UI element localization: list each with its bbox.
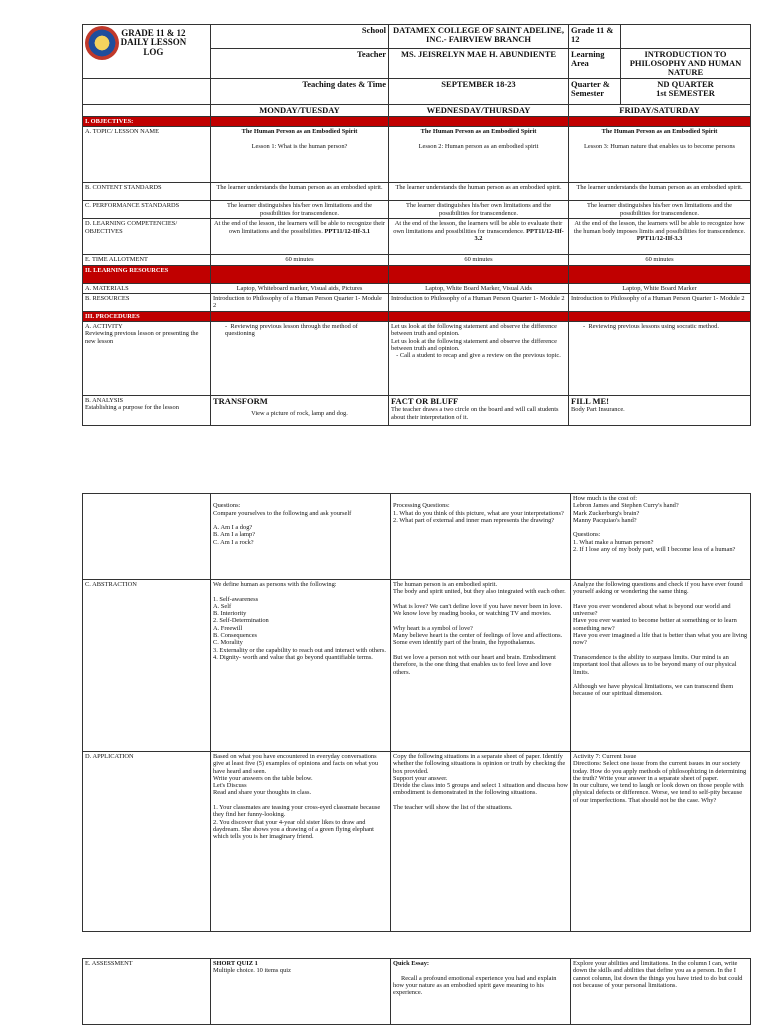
analysis-3: Body Part Insurance.	[571, 406, 625, 414]
activity-1: Reviewing previous lesson through the method of questioning	[225, 323, 358, 338]
materials-label: A. MATERIALS	[83, 283, 211, 293]
assessment-label: E. ASSESSMENT	[83, 959, 211, 1025]
procedures-heading: III. PROCEDURES	[83, 311, 211, 321]
questions-1-title: Questions:	[213, 502, 241, 510]
performance-text-1: The learner distinguishes his/her own limitations and the possibilities for transcendence.	[211, 201, 389, 219]
competency-1: At the end of the lesson, the learners will be able to recognize their own limitations and the possibilities.	[213, 220, 386, 235]
assessment-table	[82, 958, 751, 1025]
school-label: School	[211, 25, 389, 49]
topic-title-1: The Human Person as an Embodied Spirit	[241, 128, 358, 136]
lesson-log-page-3	[82, 958, 750, 1025]
content-text-1: The learner understands the human person as an embodied spirit.	[211, 183, 389, 201]
learning-resources-heading: II. LEARNING RESOURCES	[83, 265, 211, 283]
abstraction-3a: Analyze the following questions and check if you have ever found yourself asking or wondering the same thing.	[573, 581, 743, 596]
resources-3: Introduction to Philosophy of a Human Person Quarter 1- Module 2	[569, 293, 751, 311]
time-value-3: 60 minutes	[569, 255, 751, 265]
resources-1: Introduction to Philosophy of a Human Person Quarter 1- Module 2	[211, 293, 389, 311]
application-1b: 1. Your classmates are teasing your cross-eyed classmate because they find her funny-looking. 2. You discover that your 4-year old sister likes to draw and daydream. She shows you a drawing of a green flying elephant which tells you is her imaginary friend.	[213, 804, 381, 841]
topic-title-3: The Human Person as an Embodied Spirit	[601, 128, 718, 136]
abstraction-3c: Transcendence is the ability to surpass limits. Our mind is an important tool that allows us to be beyond many of our physical limits.	[573, 653, 737, 676]
assessment-2: Recall a profound emotional experience you had and explain how your nature as an embodied spirit gave meaning to his experience.	[393, 974, 557, 997]
content-label: B. CONTENT STANDARDS	[83, 183, 211, 201]
dates-label: Teaching dates & Time	[211, 79, 389, 105]
activity-label: A. ACTIVITY	[85, 323, 123, 331]
learning-area-label: Learning Area	[569, 49, 621, 79]
competency-code-1: PPT11/12-IIf-3.1	[324, 227, 371, 235]
assessment-2-title: Quick Essay:	[393, 960, 430, 967]
activity-2a: Let us look at the following statement and observe the difference between truth and opinion.	[391, 323, 557, 338]
learning-area-value: INTRODUCTION TO PHILOSOPHY AND HUMAN NATURE	[621, 49, 751, 79]
abstraction-1-intro: We define human as persons with the following:	[213, 581, 337, 588]
analysis-title-2: FACT OR BLUFF	[391, 396, 459, 407]
activity-sub: Reviewing previous lesson or presenting the new lesson	[85, 330, 199, 345]
competency-code-3: PPT11/12-IIf-3.3	[636, 234, 683, 242]
quarter-value: ND QUARTER	[657, 79, 714, 89]
assessment-3: Explore your abilities and limitations. In the column I can, write down the skills and abilities that define you as a person. In the I cannot column, list down the things you have tried to do but could not because of your personal limitations.	[571, 959, 751, 1025]
questions-1-list: A. Am I a dog? B. Am I a lamp? C. Am I a rock?	[213, 524, 256, 546]
grade-value: Grade 11 & 12	[569, 25, 621, 49]
materials-3: Laptop, White Board Marker	[569, 283, 751, 293]
activity-2b: Let us look at the following statement and observe the difference between truth and opinion.	[391, 337, 557, 353]
assessment-1: Multiple choice. 10 items quiz	[213, 967, 291, 975]
assessment-1-title: SHORT QUIZ 1	[213, 960, 258, 967]
activity-3: Reviewing previous lessons using socratic method.	[588, 323, 719, 331]
resources-2: Introduction to Philosophy of a Human Person Quarter 1- Module 2	[389, 293, 569, 311]
title-line-1: GRADE 11 & 12	[121, 27, 186, 38]
teacher-value: MS. JEISRELYN MAE H. ABUNDIENTE	[389, 49, 569, 79]
topic-title-2: The Human Person as an Embodied Spirit	[420, 128, 537, 136]
application-3: Activity 7: Current Issue Directions: Select one issue from the current issues in our society today. How do you apply methods of philosophizing in determining the truth? Write your answer in a separate sheet of paper. In our culture, we tend to laugh or look down on those people with physical defects or difference. Worse, we tend to self-pity because of our imperfections. That should not be the case. Why?	[571, 752, 751, 932]
abstraction-3b: Have you ever wondered about what is beyond our world and universe? Have you ever wanted to become better at something or to learn something new? Have you ever imagined a life that is better than what you are living now?	[573, 602, 748, 647]
topic-lesson-3: Lesson 3: Human nature that enables us to become persons	[583, 142, 736, 150]
analysis-2: The teacher draws a two circle on the board and will call students about their interpretation of it.	[391, 406, 559, 421]
quarter-label: Quarter & Semester	[569, 79, 621, 105]
analysis-label: B. ANALYSIS	[85, 397, 124, 405]
performance-text-2: The learner distinguishes his/her own limitations and the possibilities for transcendence.	[389, 201, 569, 219]
content-text-3: The learner understands the human person as an embodied spirit.	[569, 183, 751, 201]
competencies-label: D. LEARNING COMPETENCIES/ OBJECTIVES	[83, 219, 211, 255]
competency-2: At the end of the lesson, the learners will be able to evaluate their own limitations and possibilities for transcendence.	[393, 220, 563, 235]
application-1a: Based on what you have encountered in everyday conversations give at least five (5) examples of opinions and facts on what you have heard and seen. Write your answers on the table below. Let's Discuss Read and share your thoughts in class.	[213, 753, 379, 797]
abstraction-2d: But we love a person not with our heart and brain. Embodiment therefore, is the one thing that enables us to feel love and love others.	[393, 653, 556, 676]
topic-lesson-2: Lesson 2: Human person as an embodied spirit	[418, 142, 539, 150]
resources-label: B. RESOURCES	[83, 293, 211, 311]
semester-value: 1st SEMESTER	[656, 88, 715, 98]
topic-label: A. TOPIC/ LESSON NAME	[83, 127, 211, 183]
analysis-title-1: TRANSFORM	[213, 396, 268, 407]
time-label: E. TIME ALLOTMENT	[83, 255, 211, 265]
questions-3-cost: How much is the cost of: Lebron James and Stephen Curry's hand? Mark Zuckerburg's brain? Manny Pacquiao's hand?	[573, 495, 679, 524]
school-value: DATAMEX COLLEGE OF SAINT ADELINE, INC.- FAIRVIEW BRANCH	[389, 25, 569, 49]
teacher-label: Teacher	[211, 49, 389, 79]
activity-2c: - Call a student to recap and give a review on the previous topic.	[396, 352, 561, 360]
day-monday: MONDAY/TUESDAY	[211, 105, 389, 117]
lesson-log-table: GRADE 11 & 12 DAILY LESSON LOG School DATAMEX COLLEGE OF SAINT ADELINE, INC.- FAIRVIEW BRANCH Grade 11 & 12 Teacher MS. JEISRELYN MAE H. ABUNDIENTE Learning Area INTRODUCTION TO PHILOSOPHY AND HUMAN NATURE Teaching dates & Time SEPTEMBER 18-23 Quarter & Semester ND QUARTER 1st SEMESTER MONDAY/TUESDAY WEDNESDAY/THURSDAY FRIDAY/SATURDAY I. OBJECTIVES: A. TOPIC/ LESSON NAME The Human Person as an Embodied Spirit Lesson 1: What is the human person? The Human Person as an Embodied Spirit Lesson 2: Human person as an embodied spirit The Human Person as an Embodied Spirit Lesson 3: Human nature that enables us to become persons B. CONTENT STANDARDS The learner understands the human person as an embodied spirit. The learner understands the human person as an embodied spirit. The learner understands the human person as an embodied spirit. C. PERFORMANCE STANDARDS The learner distinguishes his/her own limitations and the possibilities for transcendence. The learner distinguishes his/her own limitations and the possibilities for transcendence. The learner distinguishes his/her own limitations and the possibilities for transcendence. D. LEARNING COMPETENCIES/ OBJECTIVES At the end of the lesson, the learners will be able to recognize their own limitations and the possibilities. PPT11/12-IIf-3.1 At the end of the lesson, the learners will be able to evaluate their own limitations and possibilities for transcendence. PPT11/12-IIf-3.2 At the end of the lesson, the learners will be able to recognize how the human body imposes limits and possibilities for transcendence. PPT11/12-IIf-3.3 E. TIME ALLOTMENT 60 minutes 60 minutes 60 minutes II. LEARNING RESOURCES A. MATERIALS Laptop, Whiteboard marker, Visual aids, Pictures Laptop, White Board Marker, Visual Aids Laptop, White Board Marker B. RESOURCES Introduction to Philosophy of a Human Person Quarter 1- Module 2 Introduction to Philosophy of a Human Person Quarter 1- Module 2 Introduction to Philosophy of a Human Person Quarter 1- Module 2 III. PROCEDURES A. ACTIVITY Reviewing previous lesson or presenting the new lesson - Reviewing previous lesson through the method of questioning Let us look at the following statement and observe the difference between truth and opinion. Let us look at the following statement and observe the difference between truth and opinion. - Call a student to recap and give a review on the previous topic. - Reviewing previous lessons using socratic method. B. ANALYSIS Establishing a purpose for the lesson TRANSFORM View a picture of rock, lamp and dog. FACT OR BLUFF The teacher draws a two circle on the board and will call students about their interpretation of it. FILL ME! Body Part Insurance.	[82, 24, 751, 426]
lesson-log-table-continued	[82, 493, 751, 932]
application-2b: The teacher will show the list of the situations.	[393, 804, 513, 812]
topic-lesson-1: Lesson 1: What is the human person?	[251, 142, 348, 150]
analysis-title-3: FILL ME!	[571, 396, 610, 407]
competency-code-2: PPT11/12-IIf-3.2	[474, 227, 564, 242]
questions-1-prompt: Compare yourselves to the following and ask yourself	[213, 509, 352, 517]
materials-1: Laptop, Whiteboard marker, Visual aids, Pictures	[211, 283, 389, 293]
day-wednesday: WEDNESDAY/THURSDAY	[389, 105, 569, 117]
time-value-2: 60 minutes	[389, 255, 569, 265]
abstraction-3d: Although we have physical limitations, we can transcend them because of our spiritual dimension.	[573, 683, 734, 698]
questions-3-list: Questions: 1. What make a human person? 2. If I lose any of my body part, will I become less of a human?	[573, 531, 736, 554]
application-label: D. APPLICATION	[83, 752, 211, 932]
content-text-2: The learner understands the human person as an embodied spirit.	[389, 183, 569, 201]
day-friday: FRIDAY/SATURDAY	[569, 105, 751, 117]
school-logo	[85, 26, 119, 60]
abstraction-2b: What is love? We can't define love if you have never been in love. We know love by reading books, or watching TV and movies.	[393, 602, 563, 618]
lesson-log-page-2	[82, 493, 750, 932]
title-line-2: DAILY LESSON	[120, 37, 187, 48]
lesson-log-page-1	[82, 24, 750, 426]
abstraction-2c: Why heart is a symbol of love? Many believe heart is the center of feelings of love and affections. Some even identify part of the brain, the hypothalamus.	[393, 624, 563, 647]
abstraction-1-list: 1. Self-awareness A. Self B. Interiority 2. Self-Determination A. Freewill B. Consequences C. Morality 3. Externality or the capability to reach out and interact with others. 4. Dignity- worth and value that go beyond quantifiable terms.	[213, 595, 387, 661]
application-2a: Copy the following situations in a separate sheet of paper. Identify whether the following situations is opinion or truth by checking the box provided. Support your answer. Divide the class into 5 groups and select 1 situation and discuss how embodiment is demonstrated in the following situations.	[393, 753, 569, 797]
analysis-1: View a picture of rock, lamp and dog.	[251, 410, 348, 418]
competency-3: At the end of the lesson, the learners will be able to recognize how the human body imposes limits and possibilities for transcendence.	[573, 220, 746, 235]
materials-2: Laptop, White Board Marker, Visual Aids	[389, 283, 569, 293]
performance-label: C. PERFORMANCE STANDARDS	[83, 201, 211, 219]
questions-2: Processing Questions: 1. What do you think of this picture, what are your interpretations? 2. What part of external and inner man represents the drawing?	[393, 502, 564, 524]
analysis-sub: Establishing a purpose for the lesson	[85, 404, 179, 412]
performance-text-3: The learner distinguishes his/her own limitations and the possibilities for transcendence.	[569, 201, 751, 219]
header-title-cell	[83, 25, 211, 79]
abstraction-2a: The human person is an embodied spirit. The body and spirit united, but they also integrated with each other.	[393, 581, 566, 596]
time-value-1: 60 minutes	[211, 255, 389, 265]
objectives-heading: I. OBJECTIVES:	[83, 117, 211, 127]
title-line-3: LOG	[143, 46, 164, 57]
abstraction-label: C. ABSTRACTION	[83, 580, 211, 752]
dates-value: SEPTEMBER 18-23	[389, 79, 569, 105]
